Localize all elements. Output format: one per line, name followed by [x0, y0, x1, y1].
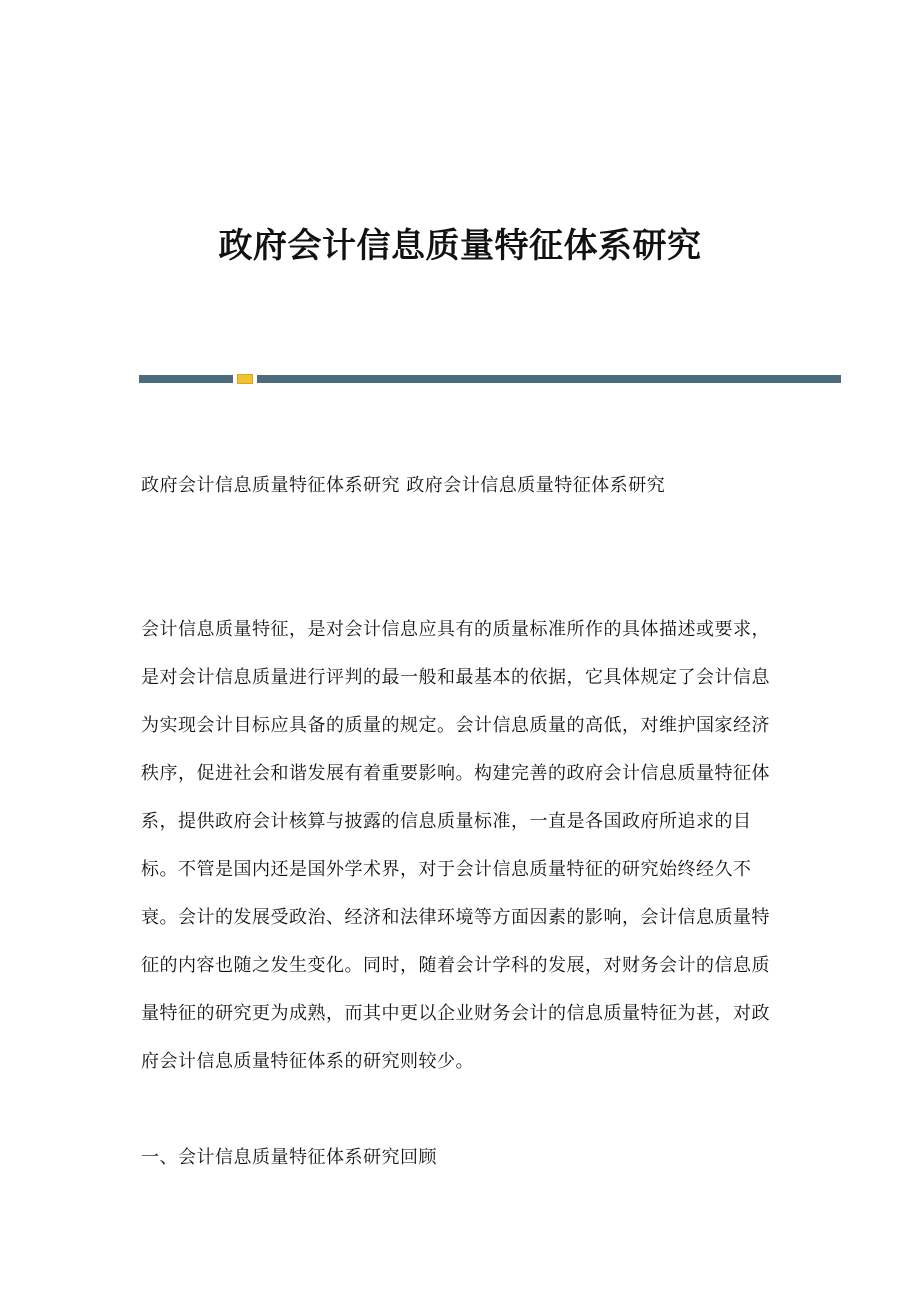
divider-ornament-icon [237, 374, 253, 384]
paragraph-line: 会计信息质量特征，是对会计信息应具有的质量标准所作的具体描述或要求， [141, 619, 770, 640]
paragraph-line: 标。不管是国内还是国外学术界，对于会计信息质量特征的研究始终经久不 [141, 859, 752, 880]
paragraph-line: 系，提供政府会计核算与披露的信息质量标准，一直是各国政府所追求的目 [141, 811, 752, 832]
document-title: 政府会计信息质量特征体系研究 [218, 226, 702, 266]
section-heading: 一、会计信息质量特征体系研究回顾 [141, 1147, 437, 1168]
paragraph-line: 秩序，促进社会和谐发展有着重要影响。构建完善的政府会计信息质量特征体 [141, 763, 770, 784]
paragraph-line: 是对会计信息质量进行评判的最一般和最基本的依据，它具体规定了会计信息 [141, 667, 770, 688]
paragraph-line: 府会计信息质量特征体系的研究则较少。 [141, 1051, 474, 1072]
paragraph-line: 征的内容也随之发生变化。同时，随着会计学科的发展，对财务会计的信息质 [141, 955, 770, 976]
subtitle: 政府会计信息质量特征体系研究 政府会计信息质量特征体系研究 [141, 475, 666, 496]
paragraph-line: 为实现会计目标应具备的质量的规定。会计信息质量的高低，对维护国家经济 [141, 715, 770, 736]
paragraph-line: 衰。会计的发展受政治、经济和法律环境等方面因素的影响，会计信息质量特 [141, 907, 770, 928]
divider-right [257, 375, 841, 383]
divider-left [139, 375, 233, 383]
paragraph-line: 量特征的研究更为成熟，而其中更以企业财务会计的信息质量特征为甚，对政 [141, 1003, 770, 1024]
